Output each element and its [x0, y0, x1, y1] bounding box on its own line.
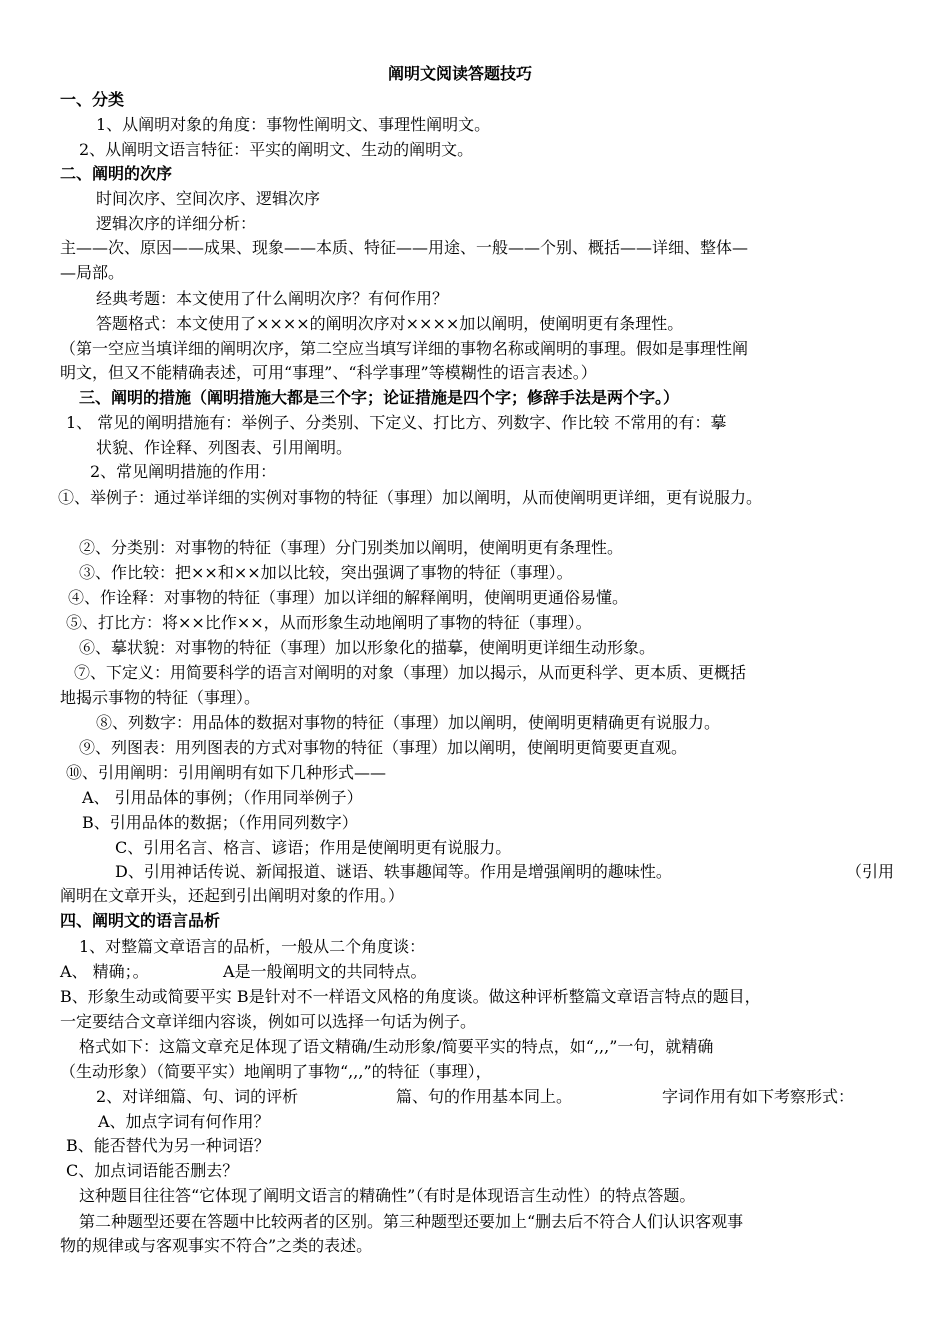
paragraph-line: 时间次序、空间次序、逻辑次序	[96, 189, 321, 208]
paragraph-line: 第二种题型还要在答题中比较两者的区别。第三种题型还要加上“删去后不符合人们认识客观事	[79, 1212, 744, 1231]
paragraph-line: （第一空应当填详细的阐明次序，第二空应当填写详细的事物名称或阐明的事理。假如是事理性阐	[60, 339, 749, 358]
section-heading-4: 四、阐明文的语言品析	[60, 911, 221, 930]
paragraph-line: 2、从阐明文语言特征：平实的阐明文、生动的阐明文。	[79, 140, 474, 159]
paragraph-line: 2、常见阐明措施的作用：	[90, 462, 277, 481]
paragraph-line: 2、对详细篇、句、词的评析	[96, 1087, 299, 1106]
paragraph-line: 篇、句的作用基本同上。	[396, 1087, 573, 1106]
paragraph-line: ①、举例子：通过举详细的实例对事物的特征（事理）加以阐明，从而使阐明更详细，更有说服力。	[58, 488, 763, 507]
section-heading-2: 二、阐明的次序	[60, 164, 173, 183]
paragraph-line: ③、作比较：把××和××加以比较，突出强调了事物的特征（事理）。	[79, 563, 573, 582]
paragraph-line: 地揭示事物的特征（事理）。	[60, 688, 261, 707]
paragraph-line: ④、作诠释：对事物的特征（事理）加以详细的解释阐明，使阐明更通俗易懂。	[68, 588, 629, 607]
paragraph-line: ⑩、引用阐明：引用阐明有如下几种形式——	[66, 763, 387, 782]
paragraph-line: 一定要结合文章详细内容谈，例如可以选择一句话为例子。	[60, 1012, 477, 1031]
paragraph-line: 逻辑次序的详细分析：	[96, 214, 257, 233]
paragraph-line: A是一般阐明文的共同特点。	[223, 962, 427, 981]
paragraph-line: ⑨、列图表：用列图表的方式对事物的特征（事理）加以阐明，使阐明更简要更直观。	[79, 738, 688, 757]
paragraph-line: —局部。	[60, 263, 125, 282]
paragraph-line: 状貌、作诠释、列图表、引用阐明。	[96, 438, 353, 457]
paragraph-line: 字词作用有如下考察形式：	[662, 1087, 855, 1106]
paragraph-line: C、引用名言、格言、谚语；作用是使阐明更有说服力。	[115, 838, 512, 857]
paragraph-line: 1、对整篇文章语言的品析，一般从二个角度谈：	[79, 937, 426, 956]
paragraph-line: 主——次、原因——成果、现象——本质、特征——用途、一般——个别、概括——详细、整体—	[60, 238, 749, 257]
paragraph-line: B、形象生动或简要平实 B是针对不一样语文风格的角度谈。做这种评析整篇文章语言特点的题目，	[60, 987, 761, 1006]
paragraph-line: ⑦、下定义：用简要科学的语言对阐明的对象（事理）加以揭示，从而更科学、更本质、更概括	[74, 663, 747, 682]
section-heading-1: 一、分类	[60, 90, 125, 109]
paragraph-line: 物的规律或与客观事实不符合”之类的表述。	[60, 1236, 373, 1255]
section-heading-3: 三、阐明的措施（阐明措施大都是三个字；论证措施是四个字；修辞手法是两个字。）	[79, 388, 680, 407]
paragraph-line: D、引用神话传说、新闻报道、谜语、轶事趣闻等。作用是增强阐明的趣味性。	[115, 862, 672, 881]
paragraph-line: （引用	[846, 862, 895, 881]
paragraph-line: 阐明在文章开头，还起到引出阐明对象的作用。）	[60, 886, 405, 905]
paragraph-line: B、引用品体的数据；（作用同列数字）	[82, 813, 358, 832]
paragraph-line: A、 精确；。	[60, 962, 149, 981]
paragraph-line: 1、从阐明对象的角度：事物性阐明文、事理性阐明文。	[96, 115, 491, 134]
paragraph-line: 这种题目往往答“它体现了阐明文语言的精确性”（有时是体现语言生动性）的特点答题。	[79, 1186, 696, 1205]
paragraph-line: 答题格式：本文使用了××××的阐明次序对××××加以阐明，使阐明更有条理性。	[96, 314, 684, 333]
paragraph-line: ⑤、打比方：将××比作××，从而形象生动地阐明了事物的特征（事理）。	[66, 613, 592, 632]
paragraph-line: ⑧、列数字：用品体的数据对事物的特征（事理）加以阐明，使阐明更精确更有说服力。	[96, 713, 721, 732]
paragraph-line: ⑥、摹状貌：对事物的特征（事理）加以形象化的描摹，使阐明更详细生动形象。	[79, 638, 656, 657]
paragraph-line: C、加点词语能否删去？	[66, 1161, 239, 1180]
paragraph-line: 格式如下：这篇文章充足体现了语文精确/生动形象/简要平实的特点，如“,,,”一句，就精确	[79, 1037, 714, 1056]
paragraph-line: B、能否替代为另一种词语？	[66, 1136, 270, 1155]
paragraph-line: 经典考题：本文使用了什么阐明次序？有何作用？	[96, 289, 449, 308]
paragraph-line: ②、分类别：对事物的特征（事理）分门别类加以阐明，使阐明更有条理性。	[79, 538, 624, 557]
paragraph-line: 1、 常见的阐明措施有：举例子、分类别、下定义、打比方、列数字、作比较 不常用的有：摹	[66, 413, 727, 432]
paragraph-line: A、加点字词有何作用？	[98, 1112, 270, 1131]
paragraph-line: （生动形象）（简要平实）地阐明了事物“,,,”的特征（事理），	[60, 1062, 492, 1081]
paragraph-line: 明文，但又不能精确表述，可用“事理”、“科学事理”等模糊性的语言表述。）	[60, 363, 597, 382]
document-title: 阐明文阅读答题技巧	[388, 64, 533, 83]
paragraph-line: A、 引用品体的事例；（作用同举例子）	[82, 788, 363, 807]
